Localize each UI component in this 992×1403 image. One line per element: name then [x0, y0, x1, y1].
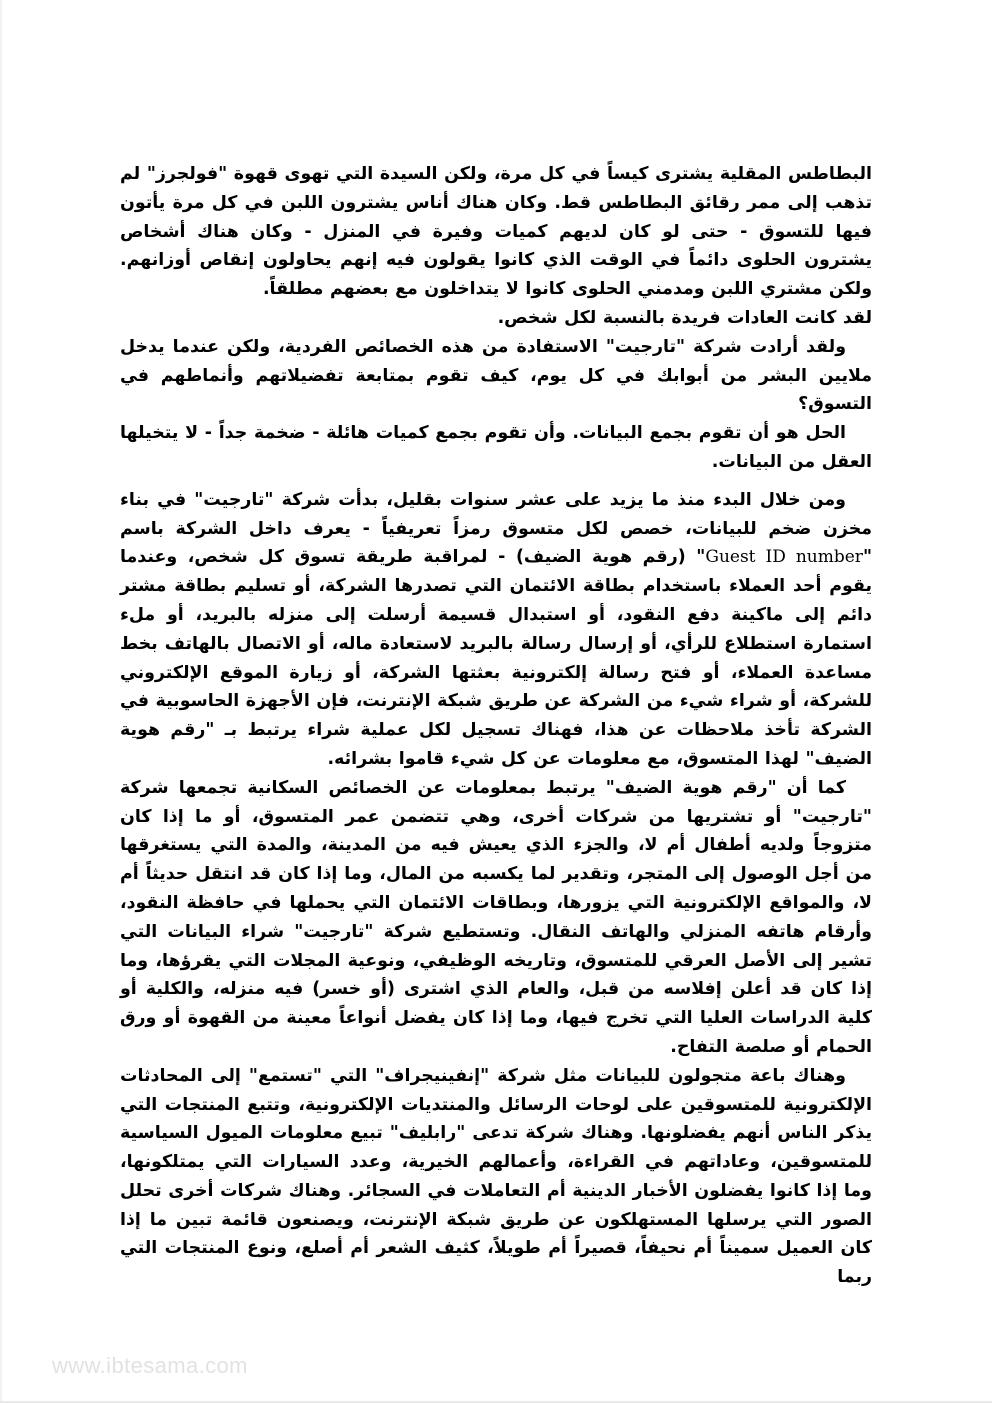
site-watermark: www.ibtesama.com	[52, 1353, 248, 1378]
paragraph-1: البطاطس المقلية يشترى كيساً في كل مرة، ولكن السيدة التي تهوى قهوة "فولجرز" لم تذهب إلى ممر رقائق البطاطس قط. وكان هناك أناس يشترون اللبن في كل مرة يأتون فيها للتسوق - حتى لو كان لديهم كميات وفيرة في المنزل - وكان هناك أشخاص يشترون الحلوى دائماً في الوقت الذي كانوا يقولون فيه إنهم يحاولون إنقاص أوزانهم. ولكن مشتري اللبن ومدمني الحلوى كانوا لا يتداخلون مع بعضهم مطلقاً.	[120, 164, 872, 300]
paragraph-5	[120, 486, 872, 774]
paragraph-6: كما أن "رقم هوية الضيف" يرتبط بمعلومات عن الخصائص السكانية تجمعها شركة "تارجيت" أو تشتريها من شركات أخرى، وهي تتضمن عمر المتسوق، أو ما إذا كان متزوجاً ولديه أطفال أم لا، والجزء الذي يعيش فيه من المدينة، والمدة التي يستغرقها من أجل الوصول إلى المتجر، وتقدير لما يكسبه من المال، وما إذا كان قد انتقل حديثاً أم لا، والمواقع الإلكترونية التي يزورها، وبطاقات الائتمان التي يحملها في حافظة النقود، وأرقام هاتفه المنزلي والهاتف النقال. وتستطيع شركة "تارجيت" شراء البيانات التي تشير إلى الأصل العرقي للمتسوق، وتاريخه الوظيفي، ونوعية المجلات التي يقرؤها، وما إذا كان قد أعلن إفلاسه من قبل، والعام الذي اشترى (أو خسر) فيه منزله، والكلية أو كلية الدراسات العليا التي تخرج فيها، وما إذا كان يفضل أنواعاً معينة من القهوة أو ورق الحمام أو صلصة التفاح.	[120, 777, 872, 1057]
paragraph-5-part-b: " (رقم هوية الضيف) - لمراقبة طريقة تسوق كل شخص، وعندما يقوم أحد العملاء باستخدام بطاقة الائتمان التي تصدرها الشركة، أو تسليم بطاقة مشتر دائم إلى ماكينة دفع النقود، أو استبدال قسيمة أرسلت إلى منزله بالبريد، أو ملء استمارة استطلاع للرأي، أو إرسال رسالة بالبريد لاستعادة ماله، أو الاتصال بالهاتف بخط مساعدة العملاء، أو فتح رسالة إلكترونية بعثتها الشركة، أو زيارة الموقع الإلكتروني للشركة، أو شراء شيء من الشركة عن طريق شبكة الإنترنت، فإن الأجهزة الحاسوبية في الشركة تأخذ ملاحظات عن هذا، فهناك تسجيل لكل عملية شراء يرتبط بـ "رقم هوية الضيف" لهذا المتسوق، مع معلومات عن كل شيء قاموا بشرائه.	[119, 547, 872, 769]
paragraph-2: لقد كانت العادات فريدة بالنسبة لكل شخص.	[497, 307, 872, 328]
document-body	[120, 160, 872, 1292]
paragraph-5-part-a: ومن خلال البدء منذ ما يزيد على عشر سنوات بقليل، بدأت شركة "تارجيت" في بناء مخزن ضخم للبيانات، خصص لكل متسوق رمزاً تعريفياً - يعرف داخل الشركة باسم "	[120, 489, 872, 568]
paragraph-3: ولقد أرادت شركة "تارجيت" الاستفادة من هذه الخصائص الفردية، ولكن عندما يدخل ملايين البشر من أبوابك في كل يوم، كيف تقوم بمتابعة تفضيلاتهم وأنماطهم في التسوق؟	[120, 336, 872, 415]
paragraph-4: الحل هو أن تقوم بجمع البيانات. وأن تقوم بجمع كميات هائلة - ضخمة جداً - لا يتخيلها العقل من البيانات.	[120, 423, 872, 472]
paragraph-7: وهناك باعة متجولون للبيانات مثل شركة "إنفينيجراف" التي "تستمع" إلى المحادثات الإلكترونية للمتسوقين على لوحات الرسائل والمنتديات الإلكترونية، وتتبع المنتجات التي يذكر الناس أنهم يفضلونها. وهناك شركة تدعى "رابليف" تبيع معلومات الميول السياسية للمتسوقين، وعاداتهم في القراءة، وأعمالهم الخيرية، وعدد السيارات التي يمتلكونها، وما إذا كانوا يفضلون الأخبار الدينية أم التعاملات في السجائر. وهناك شركات أخرى تحلل الصور التي يرسلها المستهلكون عن طريق شبكة الإنترنت، ويصنعون قائمة تبين ما إذا كان العميل سميناً أم نحيفاً، قصيراً أم طويلاً، كثيف الشعر أم أصلع، ونوع المنتجات التي ربما	[120, 1065, 872, 1288]
page-left-edge	[0, 0, 2, 1403]
paragraph-spacer	[120, 477, 872, 486]
guest-id-number-term: Guest ID number	[705, 547, 863, 568]
